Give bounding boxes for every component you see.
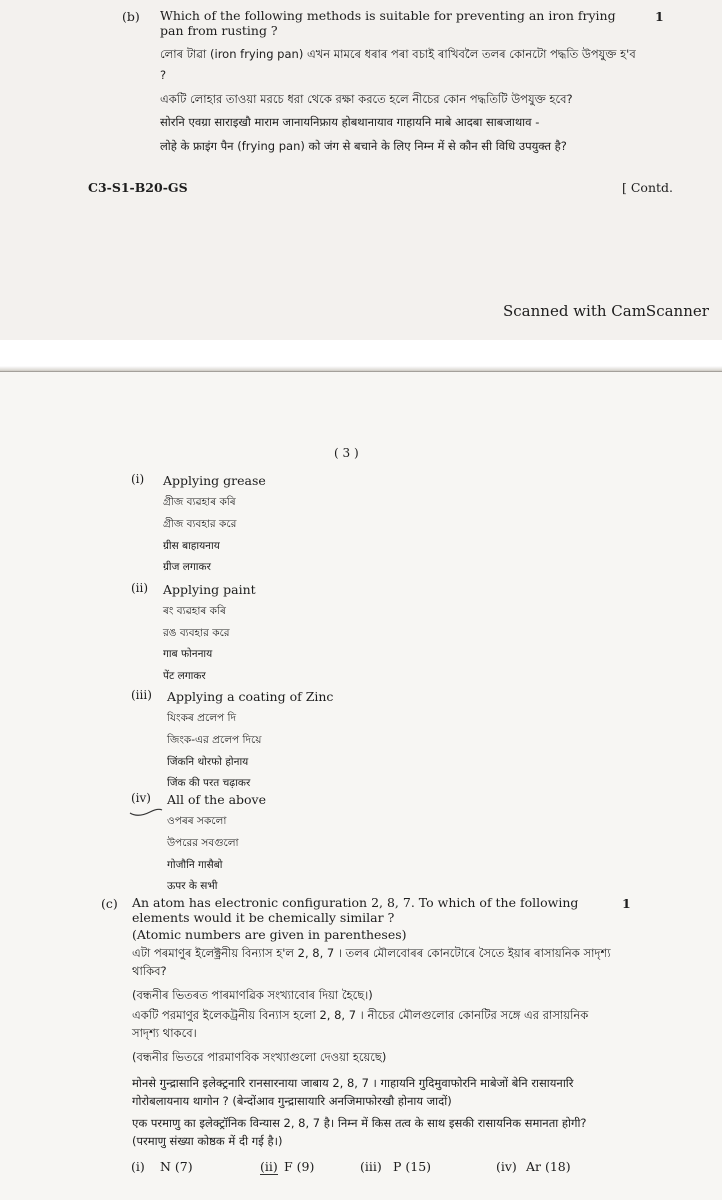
question-b-bengali: একটি লোহার তাওয়া মরচে ধরা থেকে রক্ষা করতে হলে নীচের কোন পদ্ধতিটি উপযুক্ত হবে? xyxy=(160,92,573,106)
option-c-iii-text: P (15) xyxy=(393,1159,432,1174)
option-iii-english: Applying a coating of Zinc xyxy=(167,689,334,704)
question-c-assamese-note: (বন্ধনীৰ ভিতৰত পাৰমাণৱিক সংখ্যাবোৰ দিয়া হৈছে।) xyxy=(132,988,373,1002)
question-c-label: (c) xyxy=(101,896,118,911)
answer-tick-mark xyxy=(128,804,164,818)
option-i-hindi: ग्रीज लगाकर xyxy=(163,561,211,573)
question-c-assamese: এটা পৰমাণুৰ ইলেক্ট্ৰনীয় বিন্যাস হ'ল 2, 8, 7 । তলৰ মৌলবোৰৰ কোনটোৰে সৈতে ইয়াৰ ৰাসায়নিক সাদৃশ্য থাকিব? xyxy=(132,946,611,978)
question-c-hindi: एक परमाणु का इलेक्ट्रॉनिक विन्यास 2, 8, 7 है। निम्न में किस तत्व के साथ इसकी रासायनिक समानता होगी? (परमाणु संख्या कोष्ठक में दी गई है।) xyxy=(132,1116,587,1148)
question-b-bodo: सोरनि एवग्रा साराइखौ माराम जानायनिफ्राय होबथानायाव गाहायनि माबे आदबा साबजाथाव - xyxy=(160,115,540,129)
question-c-bengali: একটি পরমাণুর ইলেকট্রনীয় বিন্যাস হলো 2, 8, 7 । নীচের মৌলগুলোর কোনটির সঙ্গে এর রাসায়নিক সাদৃশ্য থাকবে। xyxy=(132,1008,589,1040)
option-iii-bengali: জিংক-এর প্রলেপ দিয়ে xyxy=(167,734,262,746)
option-ii-bodo: गाब फोननाय xyxy=(163,648,213,660)
question-c-mark: 1 xyxy=(622,896,631,911)
option-ii-bengali: রঙ ব্যবহার করে xyxy=(163,627,230,639)
option-i-label: (i) xyxy=(131,472,145,486)
option-i-bengali: গ্রীজ ব্যবহার করে xyxy=(163,518,237,530)
question-b-mark: 1 xyxy=(655,9,664,24)
question-b-assamese: লোৰ টাৱা (iron frying pan) এখন মামৰে ধৰাৰ পৰা বচাই ৰাখিবলৈ তলৰ কোনটো পদ্ধতি উপযুক্ত হ'ব ? xyxy=(160,47,636,82)
contd-label: [ Contd. xyxy=(622,180,673,195)
option-iii-hindi: जिंक की परत चढ़ाकर xyxy=(167,777,251,789)
question-c-english: An atom has electronic configuration 2, 8, 7. To which of the following elements would it be chemically similar ? xyxy=(132,895,579,925)
option-iv-hindi: ऊपर के सभी xyxy=(167,880,218,892)
camscanner-watermark: Scanned with CamScanner xyxy=(503,302,709,320)
option-ii-label: (ii) xyxy=(131,581,149,595)
option-c-ii-label: (ii) xyxy=(260,1159,278,1174)
question-b-english: Which of the following methods is suitable for preventing an iron frying pan from rusting ? xyxy=(160,8,616,38)
option-c-ii-text: F (9) xyxy=(284,1159,315,1174)
option-c-iv-label: (iv) xyxy=(496,1159,517,1174)
option-iii-bodo: जिंकनि थोरफो होनाय xyxy=(167,756,249,768)
option-c-iii-label: (iii) xyxy=(360,1159,382,1174)
option-i-bodo: ग्रीस बाहायनाय xyxy=(163,540,220,552)
question-b-label: (b) xyxy=(122,9,140,24)
option-ii-english: Applying paint xyxy=(163,582,256,597)
option-iv-bengali: উপরের সবগুলো xyxy=(167,837,239,849)
page-number: ( 3 ) xyxy=(334,446,359,460)
question-b-hindi: लोहे के फ्राइंग पैन (frying pan) को जंग से बचाने के लिए निम्न में से कौन सी विधि उपयुक्त है? xyxy=(160,139,567,153)
option-iv-assamese: ওপৰৰ সকলো xyxy=(167,815,227,827)
option-i-assamese: গ্ৰীজ ব্যৱহাৰ কৰি xyxy=(163,496,236,508)
option-iv-english: All of the above xyxy=(167,792,267,807)
option-i-english: Applying grease xyxy=(163,473,266,488)
option-iii-assamese: যিংকৰ প্ৰলেপ দি xyxy=(167,712,237,724)
paper-code: C3-S1-B20-GS xyxy=(88,180,188,195)
option-ii-assamese: ৰং ব্যৱহাৰ কৰি xyxy=(163,605,226,617)
option-iii-label: (iii) xyxy=(131,688,152,702)
option-c-i-label: (i) xyxy=(131,1159,145,1174)
option-iv-label: (iv) xyxy=(131,791,151,805)
question-c-english-note: (Atomic numbers are given in parentheses) xyxy=(132,927,407,942)
question-c-bodo: मोनसे गुन्द्रासानि इलेक्ट्रनारि रानसारनाया जाबाय 2, 8, 7 । गाहायनि गुदिमुवाफोरनि माबेजों बेनि रासायनारि गोरोबलायनाय थागोन ? (बेन्दोंआव गुन्द्रासायारि अनजिमाफोरखौ होनाय जादों) xyxy=(132,1076,574,1108)
option-iv-bodo: गोजौनि गासैबो xyxy=(167,859,223,871)
option-ii-hindi: पेंट लगाकर xyxy=(163,670,206,682)
option-c-iv-text: Ar (18) xyxy=(526,1159,571,1174)
question-c-bengali-note: (বন্ধনীর ভিতরে পারমাণবিক সংখ্যাগুলো দেওয়া হয়েছে) xyxy=(132,1050,387,1064)
option-c-i-text: N (7) xyxy=(160,1159,193,1174)
